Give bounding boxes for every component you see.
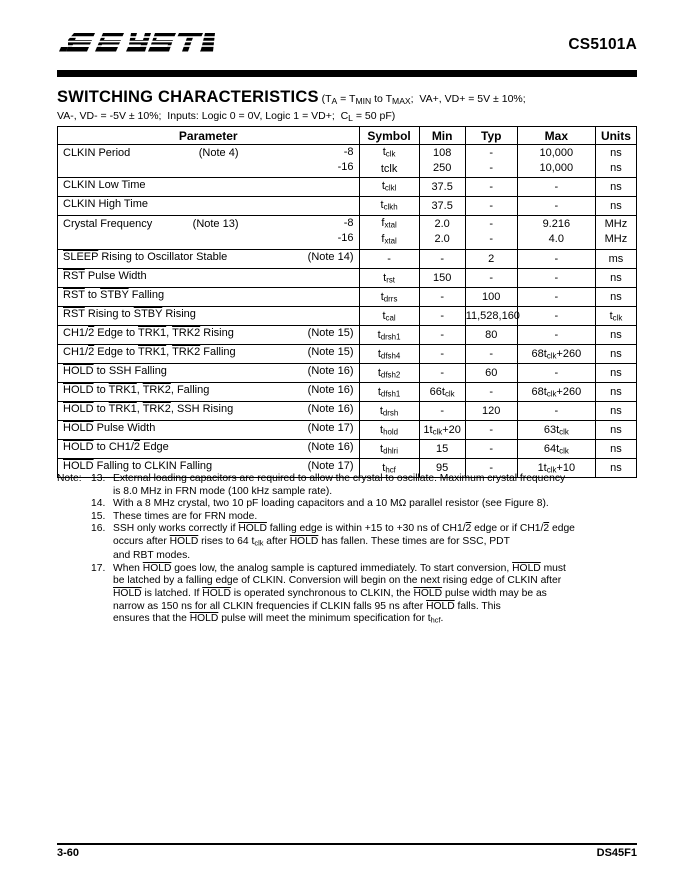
col-header-max: Max <box>517 127 595 145</box>
max-value-b: 10,000 <box>539 161 574 174</box>
cell-min: - <box>419 345 465 364</box>
parameter-note: (Note 14) <box>307 251 354 264</box>
test-conditions-line2: VA-, VD- = -5V ± 10%; Inputs: Logic 0 = 0V, Logic 1 = VD+; $C_L = 50$ pF) <box>57 110 396 123</box>
parameter-note: (Note 16) <box>307 384 354 397</box>
cell-max <box>517 215 595 249</box>
cell-symbol: $t_{clk}$ tclk <box>359 145 419 178</box>
cell-parameter <box>58 196 360 215</box>
cell-min <box>419 215 465 249</box>
document-number: DS45F1 <box>596 847 637 859</box>
cell-min: - <box>419 307 465 326</box>
parameter-note: (Note 17) <box>307 460 354 473</box>
cell-typ: 100 <box>465 288 517 307</box>
parameter-note: (Note 16) <box>307 403 354 416</box>
cell-parameter <box>58 269 360 288</box>
min-value-b: 2.0 <box>434 233 450 246</box>
note-text-cont: narrow as 150 ns for all CLKIN frequencies if CLKIN falls 95 ns after HOLD falls. This <box>113 600 501 612</box>
header-rule <box>57 70 637 77</box>
cell-parameter <box>58 288 360 307</box>
cell-typ: - <box>465 177 517 196</box>
cell-symbol: $t_{drsh1}$ <box>359 326 419 345</box>
cell-unit: ns <box>595 459 636 478</box>
table-row <box>58 288 637 307</box>
cell-unit: ns <box>595 402 636 421</box>
cell-min: - <box>419 364 465 383</box>
cell-min: 15 <box>419 440 465 459</box>
note-text-cont: is 8.0 MHz in FRN mode (100 kHz sample rate). <box>113 485 333 497</box>
cell-unit: ns <box>595 421 636 440</box>
cell-unit <box>595 145 636 178</box>
notes-section <box>57 473 647 627</box>
parameter-name: CLKIN High Time <box>63 197 148 210</box>
cell-parameter <box>58 402 360 421</box>
cell-parameter <box>58 421 360 440</box>
cell-max: - <box>517 177 595 196</box>
footer-rule <box>57 843 637 845</box>
parameter-note: (Note 15) <box>307 327 354 340</box>
parameter-name: $\overline{RST}$ Rising to STBY Rising <box>63 308 196 321</box>
parameter-name: CH1/2 Edge to TRK1, TRK2 Rising <box>63 327 234 340</box>
notes-label-spacer <box>57 498 91 511</box>
notes-label: Note: <box>57 473 82 484</box>
col-header-min: Min <box>419 127 465 145</box>
cell-parameter <box>58 345 360 364</box>
min-value-b: 250 <box>432 161 452 174</box>
cell-max: - <box>517 250 595 269</box>
note-text: With a 8 MHz crystal, two 10 pF loading capacitors and a 10 MΩ parallel resistor (see Figure 8). <box>113 498 549 510</box>
col-header-typ: Typ <box>465 127 517 145</box>
cell-min: - <box>419 402 465 421</box>
cell-typ: 2 <box>465 250 517 269</box>
table-header-row <box>58 127 637 145</box>
cell-typ: 60 <box>465 364 517 383</box>
note-number: 16. <box>91 523 106 535</box>
page-number: 3-60 <box>57 847 80 859</box>
note-text-cont: ensures that the HOLD pulse will meet the minimum specification for $t_{hcf}$. <box>113 613 444 625</box>
cell-min: - <box>419 250 465 269</box>
cell-unit <box>595 215 636 249</box>
col-header-units: Units <box>595 127 636 145</box>
cell-parameter <box>58 145 360 178</box>
note-number: 15. <box>91 510 106 522</box>
cell-unit: ns <box>595 269 636 288</box>
cell-min: - <box>419 288 465 307</box>
parameter-name: SLEEP Rising to Oscillator Stable <box>63 251 228 264</box>
typ-value-b: - <box>489 161 494 174</box>
cell-max: - <box>517 288 595 307</box>
notes-label-spacer <box>57 511 91 524</box>
cell-max: - <box>517 326 595 345</box>
cell-parameter <box>58 250 360 269</box>
note-number: 13. <box>91 473 106 484</box>
table-row <box>58 364 637 383</box>
cell-typ: 120 <box>465 402 517 421</box>
cell-parameter <box>58 440 360 459</box>
note-item <box>57 511 647 524</box>
cell-symbol: $t_{clkh}$ <box>359 196 419 215</box>
parameter-name: $\overline{RST}$ Pulse Width <box>63 270 147 283</box>
typ-value-a: - <box>489 218 494 231</box>
cell-symbol: $t_{hcf}$ <box>359 459 419 478</box>
cell-max: $64t_{clk}$ <box>517 440 595 459</box>
cell-unit: ns <box>595 383 636 402</box>
note-item <box>57 563 647 576</box>
note-text-cont: HOLD is latched. If HOLD is operated synchronous to CLKIN, the HOLD pulse width may be as <box>113 587 547 599</box>
cell-parameter <box>58 307 360 326</box>
note-item <box>57 473 647 486</box>
note-text-cont: occurs after HOLD rises to 64 $t_{clk}$ after HOLD has fallen. These times are for SSC, PDT <box>113 535 510 548</box>
cell-symbol: $t_{rst}$ <box>359 269 419 288</box>
max-value-a: 9.216 <box>542 218 571 231</box>
cell-parameter <box>58 326 360 345</box>
test-conditions-line1: ($T_A = T_{MIN}$ to $T_{MAX}$; VA+, VD+ = 5V ± 10%; <box>318 93 526 106</box>
cell-symbol: $t_{drsh}$ <box>359 402 419 421</box>
cell-symbol: $t_{drrs}$ <box>359 288 419 307</box>
parameter-name: CH1/2 Edge to TRK1, TRK2 Falling <box>63 346 236 359</box>
table-row <box>58 215 637 249</box>
cell-symbol: $t_{dfsh4}$ <box>359 345 419 364</box>
cell-unit: $t_{clk}$ <box>595 307 636 326</box>
parameter-note: (Note 17) <box>307 422 354 435</box>
cell-min: 37.5 <box>419 177 465 196</box>
cell-max: - <box>517 307 595 326</box>
cell-typ: - <box>465 383 517 402</box>
parameter-name: HOLD to SSH Falling <box>63 365 167 378</box>
unit-value-b: MHz <box>604 233 628 246</box>
note-text: External loading capacitors are required to allow the crystal to oscillate. Maximum crystal frequency <box>113 473 566 484</box>
table-row <box>58 345 637 364</box>
table-row <box>58 196 637 215</box>
cell-unit: ns <box>595 326 636 345</box>
notes-label-spacer <box>57 563 91 576</box>
cell-min: $1t_{clk}+20$ <box>419 421 465 440</box>
cell-symbol: $t_{cal}$ <box>359 307 419 326</box>
cell-unit: ms <box>595 250 636 269</box>
cell-typ: - <box>465 440 517 459</box>
note-text: SSH only works correctly if HOLD falling edge is within +15 to +30 ns of CH1/2 edge or if CH1/2 edge <box>113 523 575 535</box>
parameter-note: (Note 16) <box>307 441 354 454</box>
table-row <box>58 402 637 421</box>
cell-symbol: $t_{dfsh2}$ <box>359 364 419 383</box>
cell-typ <box>465 215 517 249</box>
cell-symbol: $f_{xtal}$ $f_{xtal}$ <box>359 215 419 249</box>
cell-min <box>419 145 465 178</box>
crystal-logo <box>57 30 215 58</box>
parameter-name: HOLD to TRK1, TRK2, SSH Rising <box>63 403 234 416</box>
cell-unit: ns <box>595 177 636 196</box>
cell-unit: ns <box>595 345 636 364</box>
max-value-b: 4.0 <box>548 233 564 246</box>
parameter-name: CLKIN Low Time <box>63 178 146 191</box>
parameter-name: CLKIN Period <box>63 147 131 159</box>
part-number: CS5101A <box>568 36 637 53</box>
cell-max: - <box>517 402 595 421</box>
parameter-name: HOLD Falling to CLKIN Falling <box>63 460 213 473</box>
switching-characteristics-table <box>57 126 637 478</box>
cell-max: - <box>517 269 595 288</box>
max-value-a: 10,000 <box>539 146 574 159</box>
parameter-note: (Note 15) <box>307 346 354 359</box>
table-row <box>58 326 637 345</box>
parameter-note: (Note 13) <box>192 217 239 230</box>
cell-typ: - <box>465 421 517 440</box>
note-number: 14. <box>91 498 106 510</box>
note-text: When HOLD goes low, the analog sample is captured immediately. To start conversion, HOLD must <box>113 562 566 574</box>
cell-typ: - <box>465 196 517 215</box>
table-row <box>58 269 637 288</box>
cell-parameter <box>58 383 360 402</box>
min-value-a: 108 <box>432 146 452 159</box>
parameter-note: (Note 4) <box>198 147 239 159</box>
cell-max: $1t_{clk}+10$ <box>517 459 595 478</box>
table-row <box>58 250 637 269</box>
page-title: SWITCHING CHARACTERISTICS <box>57 88 319 106</box>
cell-min: $66t_{clk}$ <box>419 383 465 402</box>
table-row <box>58 307 637 326</box>
parameter-name: $\overline{RST}$ to STBY Falling <box>63 289 165 302</box>
typ-value-b: - <box>489 233 494 246</box>
parameter-name: Crystal Frequency <box>63 217 153 230</box>
cell-min: 95 <box>419 459 465 478</box>
cell-max <box>517 145 595 178</box>
unit-value-a: ns <box>610 146 622 159</box>
cell-typ: - <box>465 345 517 364</box>
cell-symbol: - <box>359 250 419 269</box>
col-header-parameter: Parameter <box>58 127 360 145</box>
cell-min: - <box>419 326 465 345</box>
section-title-block <box>57 88 647 123</box>
table-row <box>58 440 637 459</box>
page-header <box>57 28 637 68</box>
cell-max: - <box>517 364 595 383</box>
parameter-suffix-b: -16 <box>337 161 354 173</box>
col-header-symbol: Symbol <box>359 127 419 145</box>
parameter-suffix-a: -8 <box>343 216 354 229</box>
cell-typ: 11,528,160 <box>465 307 517 326</box>
unit-value-b: ns <box>610 161 622 174</box>
table-row <box>58 421 637 440</box>
cell-symbol: $t_{hold}$ <box>359 421 419 440</box>
parameter-note: (Note 16) <box>307 365 354 378</box>
note-text-cont: and RBT modes. <box>113 550 191 562</box>
table-row <box>58 383 637 402</box>
note-item <box>57 523 647 536</box>
cell-unit: ns <box>595 196 636 215</box>
cell-symbol: $t_{dhlri}$ <box>359 440 419 459</box>
cell-parameter <box>58 364 360 383</box>
parameter-suffix-b: -16 <box>337 231 354 244</box>
cell-max: $68t_{clk}+260$ <box>517 383 595 402</box>
cell-typ: - <box>465 269 517 288</box>
parameter-name: HOLD to TRK1, TRK2, Falling <box>63 384 210 397</box>
table-row <box>58 177 637 196</box>
note-text-cont: be latched by a falling edge of CLKIN. Conversion will begin on the next rising edge of CLKIN after <box>113 575 562 587</box>
cell-max: $63t_{clk}$ <box>517 421 595 440</box>
unit-value-a: MHz <box>604 218 628 231</box>
cell-typ <box>465 145 517 178</box>
cell-min: 37.5 <box>419 196 465 215</box>
table-row <box>58 145 637 178</box>
cell-min: 150 <box>419 269 465 288</box>
cell-typ: - <box>465 459 517 478</box>
cell-max: - <box>517 196 595 215</box>
parameter-name: HOLD Pulse Width <box>63 422 156 435</box>
notes-label-spacer <box>57 523 91 536</box>
cell-max: $68t_{clk}+260$ <box>517 345 595 364</box>
cell-symbol: $t_{clkl}$ <box>359 177 419 196</box>
cell-unit: ns <box>595 440 636 459</box>
cell-unit: ns <box>595 288 636 307</box>
cell-typ: 80 <box>465 326 517 345</box>
note-item <box>57 498 647 511</box>
note-number: 17. <box>91 562 106 574</box>
parameter-name: HOLD to CH1/2 Edge <box>63 441 169 454</box>
cell-parameter <box>58 215 360 249</box>
cell-parameter <box>58 177 360 196</box>
min-value-a: 2.0 <box>434 218 450 231</box>
parameter-suffix-a: -8 <box>343 146 354 158</box>
cell-symbol: $t_{dfsh1}$ <box>359 383 419 402</box>
note-text: These times are for FRN mode. <box>113 510 258 522</box>
typ-value-a: - <box>489 146 494 159</box>
cell-unit: ns <box>595 364 636 383</box>
